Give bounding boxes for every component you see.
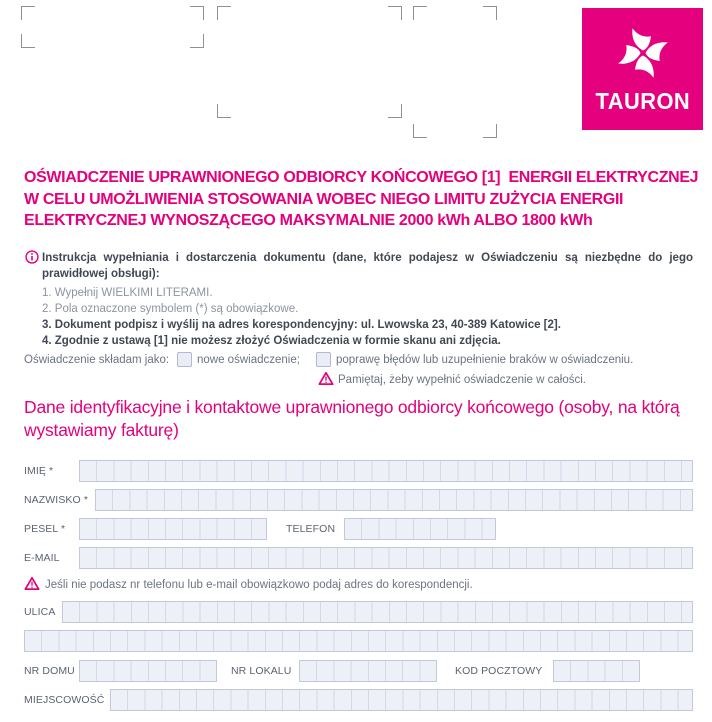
crop-mark-icon: [388, 104, 402, 118]
form-title-line3: ELEKTRYCZNEJ WYNOSZĄCEGO MAKSYMALNIE 2000 kWh ALBO 1800 kWh: [24, 212, 593, 229]
option-correction-label: poprawę błędów lub uzupełnienie braków w oświadczeniu.: [336, 354, 634, 366]
instruction-item-1: 1. Wypełnij WIELKIMI LITERAMI.: [42, 287, 213, 299]
contact-note-label: Jeśli nie podasz nr telefonu lub e-mail obowiązkowo podaj adres do korespondencji.: [45, 579, 473, 591]
warning-icon: [24, 576, 40, 591]
section-heading-line1: Dane identyfikacyjne i kontaktowe uprawnionego odbiorcy końcowego (osoby, na którą: [24, 397, 680, 417]
crop-mark-frame-3: [413, 6, 497, 138]
field-label-nazwisko: NAZWISKO *: [24, 494, 89, 506]
crop-mark-icon: [413, 124, 427, 138]
tauron-logo-text: TAURON: [595, 88, 690, 114]
form-title-line1: OŚWIADCZENIE UPRAWNIONEGO ODBIORCY KOŃCOWEGO [1] ENERGII ELEKTRYCZNEJ: [24, 169, 699, 186]
comb-field-imie[interactable]: [79, 460, 693, 482]
form-title-line2: W CELU UMOŻLIWIENIA STOSOWANIA WOBEC NIEGO LIMITU ZUŻYCIA ENERGII: [24, 190, 624, 208]
field-label-telefon: TELEFON: [286, 523, 336, 535]
declare-lead-label: Oświadczenie składam jako:: [24, 354, 170, 366]
comb-field-email[interactable]: [79, 547, 693, 569]
crop-mark-frame-2: [217, 6, 402, 118]
tauron-pinwheel-icon: [612, 22, 674, 84]
instruction-item-4: 4. Zgodnie z ustawą [1] nie możesz złożyć Oświadczenia w formie skanu ani zdjęcia.: [42, 335, 501, 347]
field-label-pesel: PESEL *: [24, 523, 66, 535]
instruction-item-3: 3. Dokument podpisz i wyślij na adres korespondencyjny: ul. Lwowska 23, 40-389 Katowice [2].: [42, 319, 561, 331]
field-label-nr-lokalu: NR LOKALU: [231, 665, 292, 677]
field-label-nr-domu: NR DOMU: [24, 665, 75, 677]
checkbox-correction[interactable]: [316, 352, 331, 367]
crop-mark-icon: [217, 104, 231, 118]
comb-field-kod-pocztowy[interactable]: [553, 660, 640, 682]
field-label-miejscowosc: MIEJSCOWOŚĆ: [24, 694, 105, 706]
comb-field-nr-lokalu[interactable]: [299, 660, 437, 682]
field-label-kod-pocztowy: KOD POCZTOWY: [455, 665, 543, 677]
field-label-email: E-MAIL: [24, 552, 60, 564]
comb-field-ulica-line2[interactable]: [24, 630, 693, 652]
comb-field-nazwisko[interactable]: [95, 489, 693, 511]
field-label-ulica: ULICA: [24, 606, 56, 618]
comb-field-pesel[interactable]: [79, 518, 267, 540]
crop-mark-icon: [217, 6, 231, 20]
comb-field-miejscowosc[interactable]: [110, 689, 693, 711]
crop-mark-icon: [413, 6, 427, 20]
crop-mark-icon: [21, 6, 35, 20]
comb-field-telefon[interactable]: [344, 518, 496, 540]
tauron-logo: [582, 8, 703, 130]
crop-mark-icon: [388, 6, 402, 20]
info-icon: [25, 250, 39, 264]
crop-mark-icon: [483, 124, 497, 138]
section-heading: [24, 396, 684, 442]
crop-mark-frame-1: [21, 6, 204, 48]
crop-mark-icon: [21, 34, 35, 48]
comb-field-ulica-line1[interactable]: [62, 601, 693, 623]
section-heading-line2: wystawiamy fakturę): [24, 420, 179, 440]
comb-field-nr-domu[interactable]: [79, 660, 217, 682]
warning-icon: [318, 371, 334, 386]
option-new-declaration-label: nowe oświadczenie;: [197, 354, 300, 366]
instructions-heading-line1: Instrukcja wypełniania i dostarczenia dokumentu (dane, które podajesz w Oświadczeniu są niezbędne do jego: [42, 252, 693, 264]
checkbox-new-declaration[interactable]: [177, 352, 192, 367]
crop-mark-icon: [190, 6, 204, 20]
instructions-block: [42, 250, 693, 349]
crop-mark-icon: [190, 34, 204, 48]
field-label-imie: IMIĘ *: [24, 465, 54, 477]
crop-mark-icon: [483, 6, 497, 20]
form-title: [24, 167, 698, 232]
reminder-label: Pamiętaj, żeby wypełnić oświadczenie w całości.: [338, 374, 586, 386]
instruction-item-2: 2. Pola oznaczone symbolem (*) są obowiązkowe.: [42, 303, 299, 315]
instructions-heading-line2: prawidłowej obsługi):: [42, 268, 160, 280]
